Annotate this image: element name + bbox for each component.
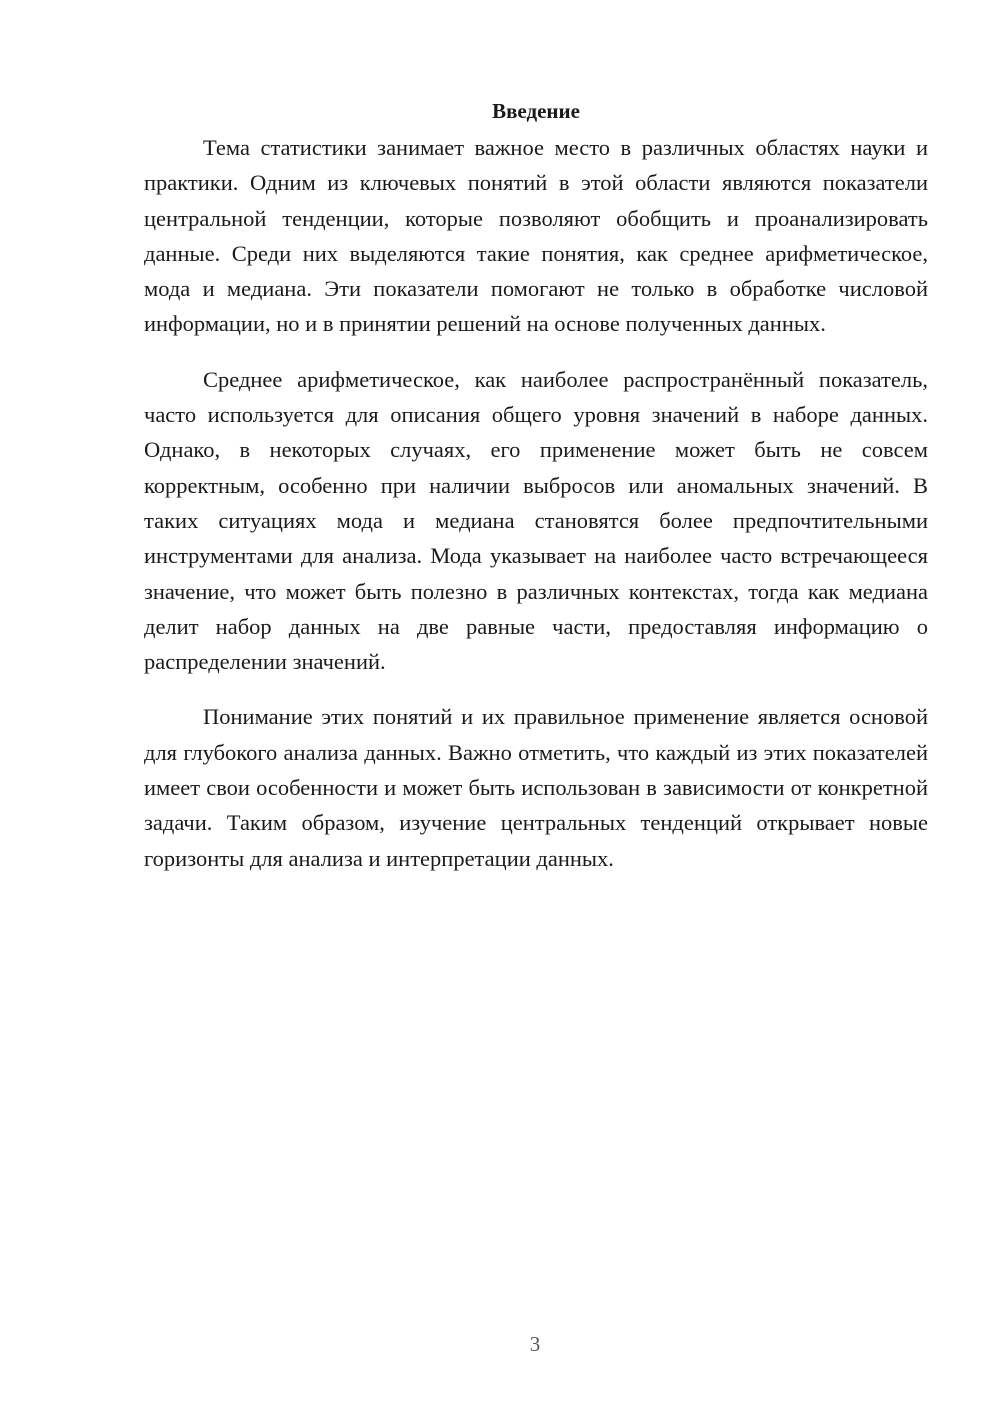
page-content (144, 96, 928, 896)
section-heading: Введение (492, 99, 580, 123)
paragraph-1: Тема статистики занимает важное место в различных областях науки и практики. Одним из ключевых понятий в этой области являются показатели центральной тенденции, которые позволяют обобщить и проанализировать данные. Среди них выделяются такие понятия, как среднее арифметическое, мода и медиана. Эти показатели помогают не только в обработке числовой информации, но и в принятии решений на основе полученных данных. (144, 135, 928, 337)
paragraph-2: Среднее арифметическое, как наиболее распространённый показатель, часто используется для описания общего уровня значений в наборе данных. Однако, в некоторых случаях, его применение может быть не совсем корректным, особенно при наличии выбросов или аномальных значений. В таких ситуациях мода и медиана становятся более предпочтительными инструментами для анализа. Мода указывает на наиболее часто встречающееся значение, что может быть полезно в различных контекстах, тогда как медиана делит набор данных на две равные части, предоставляя информацию о распределении значений. (144, 366, 928, 675)
page-number: 3 (529, 1332, 541, 1356)
paragraph-3: Понимание этих понятий и их правильное применение является основой для глубокого анализа данных. Важно отметить, что каждый из этих показателей имеет свои особенности и может быть использован в зависимости от конкретной задачи. Таким образом, изучение центральных тенденций открывает новые горизонты для анализа и интерпретации данных. (144, 704, 928, 871)
